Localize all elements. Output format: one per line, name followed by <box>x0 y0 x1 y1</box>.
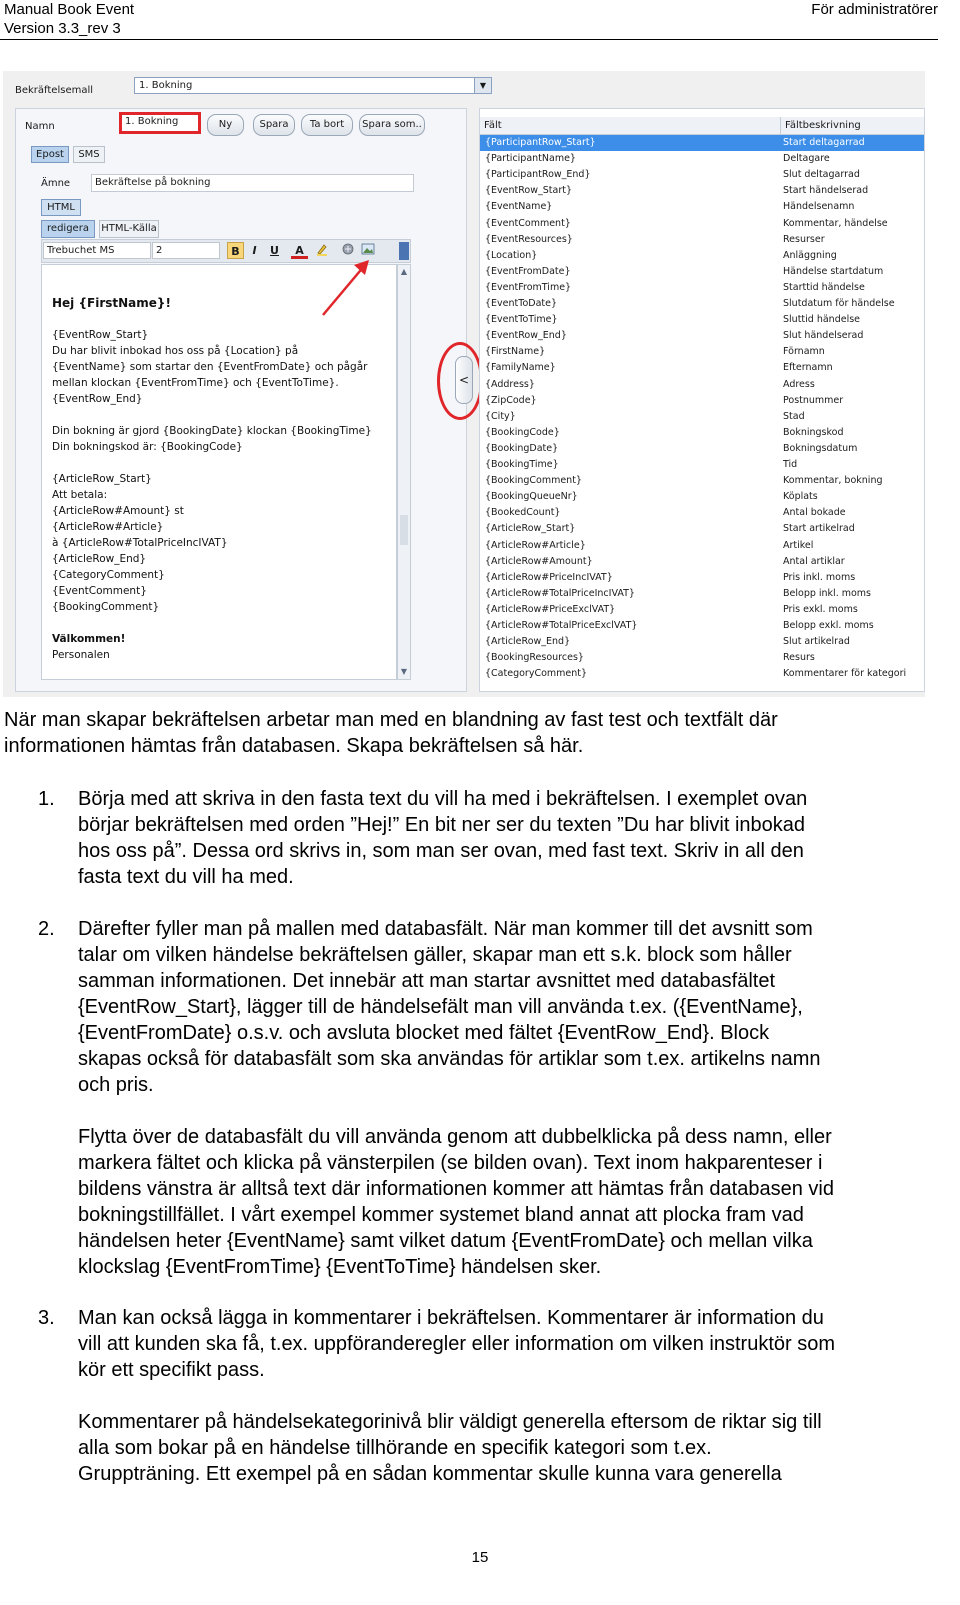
template-label: Bekräftelsemall <box>15 85 94 96</box>
editor-line: {CategoryComment} <box>52 569 165 581</box>
text-line: hos oss på”. Dessa ord skrivs in, som man ser ovan, med fast text. Skriv in all den <box>78 840 804 862</box>
field-name: {EventName} <box>485 201 553 213</box>
text-line: talar om vilken händelse bekräftelsen gäller, skapar man ett s.k. block som håller <box>78 944 792 966</box>
field-name: {Location} <box>485 249 538 261</box>
field-row[interactable] <box>480 634 925 650</box>
text-line: markera fältet och klicka på vänsterpilen (se bilden ovan). Text inom hakparenteser i <box>78 1152 823 1174</box>
field-name: {ArticleRow#Article} <box>485 539 586 551</box>
field-description: Händelse startdatum <box>783 265 884 277</box>
bold-button[interactable]: B <box>227 242 244 259</box>
field-name: {EventRow_Start} <box>485 185 573 197</box>
field-row[interactable] <box>480 538 925 554</box>
name-input[interactable]: 1. Bokning <box>119 112 201 134</box>
text-line: Gruppträning. Ett exempel på en sådan kommentar skulle kunna vara generella <box>78 1463 782 1485</box>
step-2-paragraph <box>78 916 946 1098</box>
tab-edit[interactable]: redigera <box>41 220 95 238</box>
editor-line: Att betala: <box>52 489 108 501</box>
step-number-1: 1. <box>38 788 55 810</box>
text-line: Man kan också lägga in kommentarer i bekräftelsen. Kommentarer är information du <box>78 1307 824 1329</box>
field-description: Händelsenamn <box>783 201 855 213</box>
field-name: {EventComment} <box>485 217 571 229</box>
manual-version: Version 3.3_rev 3 <box>4 20 121 37</box>
field-description: Start deltagarrad <box>783 137 865 148</box>
field-description: Pris exkl. moms <box>783 603 858 615</box>
field-name: {FamilyName} <box>485 362 556 374</box>
field-row[interactable] <box>480 505 925 521</box>
editor-line: Din bokning är gjord {BookingDate} klockan {BookingTime} <box>52 425 372 437</box>
field-row[interactable] <box>480 199 925 215</box>
name-label: Namn <box>25 121 55 132</box>
field-name: {BookingResources} <box>485 652 584 664</box>
field-description: Belopp inkl. moms <box>783 587 872 599</box>
template-select[interactable] <box>134 77 492 94</box>
field-row[interactable] <box>480 650 925 666</box>
scroll-up-icon[interactable]: ▲ <box>400 267 408 276</box>
subject-input[interactable]: Bekräftelse på bokning <box>91 174 414 192</box>
save-as-button[interactable]: Spara som.. <box>359 114 425 136</box>
field-row[interactable] <box>480 344 925 360</box>
text-line: Kommentarer på händelsekategorinivå blir väldigt generella eftersom de riktar sig till <box>78 1411 822 1433</box>
field-row[interactable] <box>480 618 925 634</box>
editor-line: {EventRow_End} <box>52 393 143 405</box>
annotation-arrow-icon <box>313 251 383 321</box>
step-3-followup-paragraph <box>78 1409 946 1487</box>
tab-html-source[interactable]: HTML-Källa <box>99 220 159 238</box>
field-row[interactable] <box>480 248 925 264</box>
field-name: {BookingTime} <box>485 459 559 470</box>
field-row[interactable] <box>480 554 925 570</box>
italic-button[interactable]: I <box>252 244 257 257</box>
text-line: händelsen heter {EventName} samt vilket datum {EventFromDate} och mellan vilka <box>78 1230 813 1252</box>
field-row[interactable] <box>480 264 925 280</box>
field-row[interactable] <box>480 377 925 393</box>
field-row[interactable] <box>480 425 925 441</box>
step-3-paragraph <box>78 1305 946 1383</box>
insert-field-button[interactable]: < <box>455 356 473 404</box>
field-row[interactable] <box>480 666 925 682</box>
field-row[interactable] <box>480 312 925 328</box>
text-line: alla som bokar på en händelse tillhörande en specifik kategori som t.ex. <box>78 1437 712 1459</box>
field-name: {ArticleRow#PriceExclVAT} <box>485 603 616 615</box>
manual-title: Manual Book Event <box>4 1 135 18</box>
field-row[interactable] <box>480 296 925 312</box>
editor-line: Välkommen! <box>52 633 126 645</box>
text-line: Flytta över de databasfält du vill använda genom att dubbelklicka på dess namn, eller <box>78 1126 832 1148</box>
field-description: Slutdatum för händelse <box>783 298 895 309</box>
save-button[interactable]: Spara <box>253 114 295 136</box>
text-line: Börja med att skriva in den fasta text du vill ha med i bekräftelsen. I exemplet ovan <box>78 788 808 810</box>
size-select-value: 2 <box>156 245 163 256</box>
field-name: {Address} <box>485 378 535 390</box>
field-name: {ArticleRow_Start} <box>485 523 576 535</box>
field-description: Antal bokade <box>783 507 846 519</box>
field-description: Starttid händelse <box>783 281 865 293</box>
delete-button[interactable]: Ta bort <box>301 114 353 136</box>
field-name: {ArticleRow#Amount} <box>485 555 593 567</box>
font-color-button[interactable]: A <box>291 242 308 259</box>
editor-line: {EventName} som startar den {EventFromDate} och pågår <box>52 361 368 373</box>
field-row[interactable] <box>480 135 925 151</box>
text-line: {EventFromDate} o.s.v. och avsluta blocket med fältet {EventRow_End}. Block <box>78 1022 770 1044</box>
field-description: Slut deltagarrad <box>783 169 860 181</box>
field-description: Slut händelserad <box>783 330 864 342</box>
field-description: Tid <box>783 459 798 470</box>
field-name: {ParticipantRow_End} <box>485 169 591 181</box>
field-description: Start artikelrad <box>783 523 855 535</box>
text-line: klockslag {EventFromTime} {EventToTime} händelsen sker. <box>78 1256 602 1278</box>
field-name: {City} <box>485 410 516 422</box>
step-2-followup-paragraph <box>78 1124 946 1280</box>
chevron-down-icon[interactable]: ▼ <box>474 78 491 93</box>
editor-line: {ArticleRow#Amount} st <box>52 505 184 517</box>
field-description: Anläggning <box>783 249 837 261</box>
subject-label: Ämne <box>41 178 71 189</box>
scroll-down-icon[interactable]: ▼ <box>400 667 408 676</box>
fields-panel <box>479 108 925 692</box>
header-divider <box>0 39 938 40</box>
size-select[interactable] <box>152 242 220 259</box>
field-row[interactable] <box>480 586 925 602</box>
text-line: skapas också för databasfält som ska användas för artiklar som t.ex. artikelns namn <box>78 1048 821 1070</box>
editor-line: Du har blivit inbokad hos oss på {Location} på <box>52 345 299 357</box>
step-1-paragraph <box>78 786 946 890</box>
editor-line: Personalen <box>52 649 110 661</box>
editor-line: {BookingComment} <box>52 601 160 613</box>
description-column-header[interactable]: Fältbeskrivning <box>780 117 925 135</box>
text-line: När man skapar bekräftelsen arbetar man med en blandning av fast test och textfält där <box>4 709 778 731</box>
tab-html[interactable]: HTML <box>41 199 81 216</box>
field-description: Deltagare <box>783 153 830 165</box>
editor-content <box>52 295 372 663</box>
field-description: Belopp exkl. moms <box>783 620 874 631</box>
field-row[interactable] <box>480 441 925 457</box>
text-line: kör ett specifikt pass. <box>78 1359 265 1381</box>
field-name: {EventToDate} <box>485 298 558 309</box>
field-row[interactable] <box>480 489 925 505</box>
field-description: Efternamn <box>783 362 833 374</box>
field-description: Kommentar, bokning <box>783 475 883 487</box>
field-description: Bokningsdatum <box>783 442 858 454</box>
field-description: Kommentarer för kategori <box>783 668 907 680</box>
font-select-value: Trebuchet MS <box>47 245 115 256</box>
field-name: {BookingQueueNr} <box>485 491 578 503</box>
toolbar-overflow-icon[interactable] <box>399 242 409 260</box>
tab-email[interactable]: Epost <box>31 146 69 163</box>
field-name: {ParticipantName} <box>485 153 576 165</box>
field-description: Förnamn <box>783 346 825 358</box>
step-number-3: 3. <box>38 1307 55 1329</box>
field-name: {EventToTime} <box>485 314 558 326</box>
editor-line: à {ArticleRow#TotalPriceIncIVAT} <box>52 537 228 549</box>
field-row[interactable] <box>480 216 925 232</box>
field-row[interactable] <box>480 280 925 296</box>
text-line: Därefter fyller man på mallen med databasfält. När man kommer till det avsnitt som <box>78 918 813 940</box>
field-name: {ArticleRow#TotalPriceIncIVAT} <box>485 587 635 599</box>
editor-line: Din bokningskod är: {BookingCode} <box>52 441 243 453</box>
field-row[interactable] <box>480 521 925 537</box>
text-line: {EventRow_Start}, lägger till de händelsefält man vill använda t.ex. ({EventName}, <box>78 996 803 1018</box>
field-name: {CategoryComment} <box>485 668 588 680</box>
scroll-thumb[interactable] <box>400 515 408 545</box>
text-line: informationen hämtas från databasen. Skapa bekräftelsen så här. <box>4 735 584 757</box>
field-row[interactable] <box>480 183 925 199</box>
field-name: {ArticleRow#TotalPriceExclVAT} <box>485 620 638 631</box>
annotation-circle <box>437 342 483 420</box>
field-row[interactable] <box>480 602 925 618</box>
confirmation-template-screenshot <box>3 71 925 697</box>
field-description: Start händelserad <box>783 185 869 197</box>
field-description: Kommentar, händelse <box>783 217 888 229</box>
editor-line: Hej {FirstName}! <box>52 296 171 310</box>
field-description: Resurs <box>783 652 815 664</box>
field-description: Sluttid händelse <box>783 314 861 326</box>
field-description: Adress <box>783 378 815 390</box>
text-line: börjar bekräftelsen med orden ”Hej!” En bit ner ser du texten ”Du har blivit inbokad <box>78 814 806 836</box>
field-description: Slut artikelrad <box>783 636 850 648</box>
field-description: Stad <box>783 410 805 422</box>
field-description: Resurser <box>783 233 825 245</box>
text-line: bildens vänstra är alltså text där informationen kommer att hämtas från databasen vid <box>78 1178 834 1200</box>
field-name: {BookingComment} <box>485 475 582 487</box>
field-row[interactable] <box>480 167 925 183</box>
editor-line <box>52 455 372 471</box>
text-line: och pris. <box>78 1074 154 1096</box>
field-description: Bokningskod <box>783 426 844 438</box>
field-row[interactable] <box>480 473 925 489</box>
header-left <box>4 0 134 38</box>
font-select[interactable] <box>43 242 151 259</box>
field-row[interactable] <box>480 457 925 473</box>
editor-line: mellan klockan {EventFromTime} och {EventToTime}. <box>52 377 339 389</box>
template-select-value: 1. Bokning <box>139 80 193 91</box>
editor-line: {ArticleRow#Article} <box>52 521 164 533</box>
field-row[interactable] <box>480 393 925 409</box>
new-button[interactable]: Ny <box>207 114 244 136</box>
text-line: fasta text du vill ha med. <box>78 866 294 888</box>
text-line: samman informationen. Det innebär att man startar avsnittet med databasfältet <box>78 970 776 992</box>
field-description: Artikel <box>783 539 814 551</box>
field-name: {ZipCode} <box>485 394 537 406</box>
field-description: Köplats <box>783 491 818 503</box>
field-description: Antal artiklar <box>783 555 845 567</box>
field-name: {EventResources} <box>485 233 573 245</box>
editor-line <box>52 615 372 631</box>
field-row[interactable] <box>480 360 925 376</box>
field-name: {EventFromTime} <box>485 281 572 293</box>
field-description: Postnummer <box>783 394 844 406</box>
text-line: bokningstillfället. I vårt exempel kommer systemet bland annat att plocka fram vad <box>78 1204 804 1226</box>
field-row[interactable] <box>480 409 925 425</box>
editor-line: {EventRow_Start} <box>52 329 149 341</box>
audience-label: För administratörer <box>811 1 938 18</box>
field-name: {EventRow_End} <box>485 330 567 342</box>
field-name: {ArticleRow#PriceIncIVAT} <box>485 571 613 583</box>
text-line: vill att kunden ska få, t.ex. uppföranderegler eller information om vilken instruktör som <box>78 1333 836 1355</box>
field-name: {ArticleRow_End} <box>485 636 571 648</box>
intro-paragraph <box>4 707 778 759</box>
page-number: 15 <box>471 1549 489 1566</box>
underline-button[interactable]: U <box>270 244 279 257</box>
field-name: {ParticipantRow_Start} <box>485 137 596 148</box>
field-description: Pris inkl. moms <box>783 571 856 583</box>
tab-sms[interactable]: SMS <box>73 146 105 163</box>
field-row[interactable] <box>480 328 925 344</box>
field-row[interactable] <box>480 151 925 167</box>
field-name: {BookingCode} <box>485 426 560 438</box>
step-number-2: 2. <box>38 918 55 940</box>
message-editor[interactable] <box>41 264 397 680</box>
editor-line: {ArticleRow_End} <box>52 553 147 565</box>
field-row[interactable] <box>480 570 925 586</box>
editor-line <box>52 407 372 423</box>
field-row[interactable] <box>480 232 925 248</box>
editor-scrollbar[interactable] <box>397 264 411 680</box>
field-name: {EventFromDate} <box>485 265 571 277</box>
editor-line: {ArticleRow_Start} <box>52 473 152 485</box>
field-name: {FirstName} <box>485 346 546 358</box>
editor-line: {EventComment} <box>52 585 147 597</box>
field-name: {BookingDate} <box>485 442 559 454</box>
field-name: {BookedCount} <box>485 507 561 519</box>
fields-column-header[interactable]: Fält <box>480 117 780 135</box>
